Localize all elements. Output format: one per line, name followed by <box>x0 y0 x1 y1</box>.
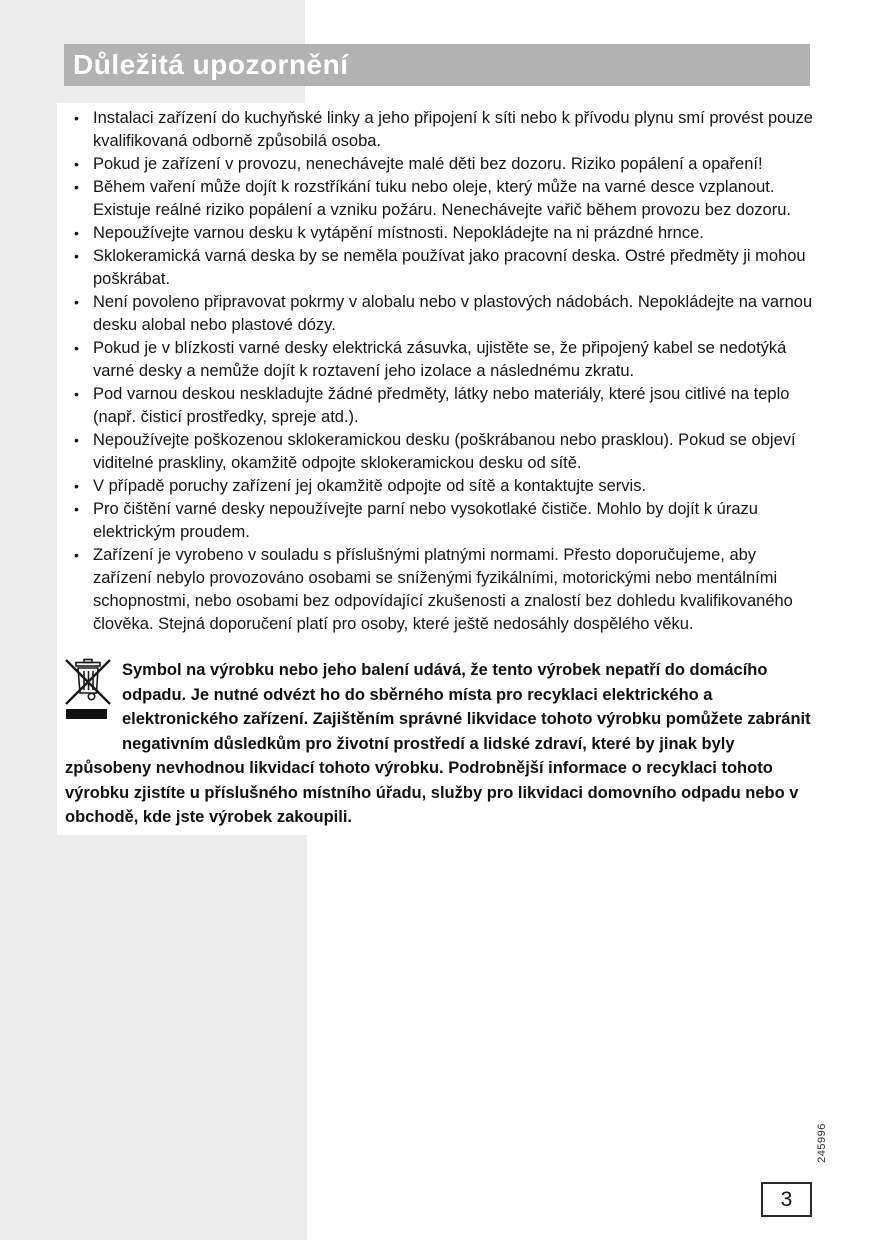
recycling-text: Symbol na výrobku nebo jeho balení udává, že tento výrobek nepatří do domácího odpadu. Je nutné odvézt ho do sběrného místa pro recyklaci elektrického a elektronického zařízení. Zajištěním správné likvidace tohoto výrobku pomůžete zabránit negativním důsledkům pro životní prostředí a lidské zdraví, které by jinak byly způsobeny nevhodnou likvidací tohoto výrobku. Podrobnější informace o recyklaci tohoto výrobku zjistíte u příslušného místního úřadu, služby pro likvidaci domovního odpadu nebo v obchodě, kde jste výrobek zakoupili. <box>65 661 811 826</box>
warning-list-item: • Pod varnou deskou neskladujte žádné předměty, látky nebo materiály, které jsou citlivé na teplo (např. čisticí prostředky, spreje atd.). <box>65 383 813 429</box>
page-number: 3 <box>780 1187 793 1211</box>
warning-list-item: • Nepoužívejte poškozenou sklokeramickou desku (poškrábanou nebo prasklou). Pokud se objeví viditelné praskliny, okamžitě odpojte sklokeramickou desku od sítě. <box>65 429 813 475</box>
page-content <box>65 107 813 830</box>
warning-list <box>65 107 813 636</box>
warning-list-item: • Nepoužívejte varnou desku k vytápění místnosti. Nepokládejte na ni prázdné hrnce. <box>65 222 813 245</box>
document-number-vertical: 245996 <box>816 1123 828 1163</box>
page-number-box <box>761 1182 812 1217</box>
weee-crossed-out-bin-icon <box>65 658 122 756</box>
warning-list-item: • Pro čištění varné desky nepoužívejte parní nebo vysokotlaké čističe. Mohlo by dojít k úrazu elektrickým proudem. <box>65 498 813 544</box>
frame-block-bottom-left <box>0 835 307 1240</box>
warning-list-item: • Není povoleno připravovat pokrmy v alobalu nebo v plastových nádobách. Nepokládejte na varnou desku alobal nebo plastové dózy. <box>65 291 813 337</box>
warning-list-item: • V případě poruchy zařízení jej okamžitě odpojte od sítě a kontaktujte servis. <box>65 475 813 498</box>
page-title: Důležitá upozornění <box>73 49 349 80</box>
recycling-notice <box>65 658 813 830</box>
warning-list-item: • Instalaci zařízení do kuchyňské linky a jeho připojení k síti nebo k přívodu plynu smí provést pouze kvalifikovaná odborně způsobilá osoba. <box>65 107 813 153</box>
warning-list-item: • Zařízení je vyrobeno v souladu s příslušnými platnými normami. Přesto doporučujeme, aby zařízení nebylo provozováno osobami se sníženými fyzikálními, motorickými nebo mentálními schopnostmi, nebo osobami bez odpovídající zkušenosti a znalostí bez dohledu kvalifikovaného člověka. Stejná doporučení platí pro osoby, které ještě nedosáhly dospělého věku. <box>65 544 813 636</box>
section-header-bar <box>64 44 810 86</box>
warning-list-item: • Sklokeramická varná deska by se neměla používat jako pracovní deska. Ostré předměty ji mohou poškrábat. <box>65 245 813 291</box>
warning-list-item: • Pokud je zařízení v provozu, nenechávejte malé děti bez dozoru. Riziko popálení a opaření! <box>65 153 813 176</box>
warning-list-item: • Pokud je v blízkosti varné desky elektrická zásuvka, ujistěte se, že připojený kabel se nedotýká varné desky a nemůže dojít k roztavení jeho izolace a následnému zkratu. <box>65 337 813 383</box>
warning-list-item: • Během vaření může dojít k rozstříkání tuku nebo oleje, který může na varné desce vzplanout. Existuje reálné riziko popálení a vzniku požáru. Nenechávejte vařič během provozu bez dozoru. <box>65 176 813 222</box>
